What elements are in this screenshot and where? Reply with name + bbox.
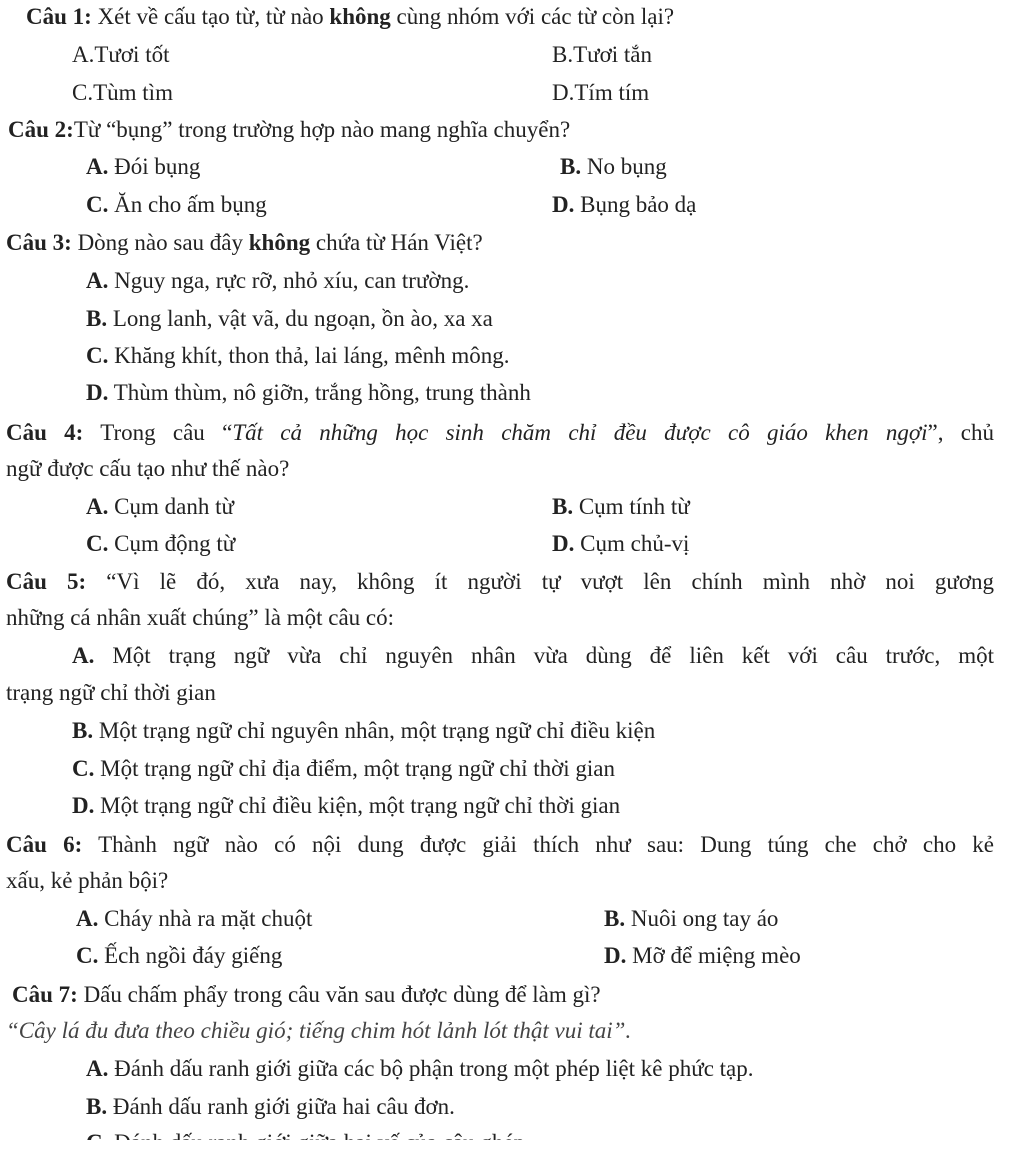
question-6: Câu 6: Thành ngữ nào có nội dung được giải thích như sau: Dung túng che chở cho kẻ bbox=[6, 832, 995, 857]
question-4-cont: ngữ được cấu tạo như thế nào? bbox=[6, 456, 290, 481]
option-1b: B.Tươi tắn bbox=[552, 42, 653, 67]
crop-edge bbox=[0, 1140, 1024, 1156]
option-2c: C. Ăn cho ấm bụng bbox=[86, 192, 267, 217]
question-5: Câu 5: “Vì lẽ đó, xưa nay, không ít người tự vượt lên chính mình nhờ noi gương bbox=[6, 569, 995, 594]
question-1: Câu 1: Xét về cấu tạo từ, từ nào không cùng nhóm với các từ còn lại? bbox=[26, 4, 675, 29]
option-5d: D. Một trạng ngữ chỉ điều kiện, một trạng ngữ chỉ thời gian bbox=[72, 793, 621, 818]
question-5-cont: những cá nhân xuất chúng” là một câu có: bbox=[6, 605, 395, 630]
option-2b: B. No bụng bbox=[560, 154, 667, 179]
option-7b: B. Đánh dấu ranh giới giữa hai câu đơn. bbox=[86, 1094, 455, 1119]
question-label: Câu 2: bbox=[8, 117, 74, 142]
option-3c: C. Khăng khít, thon thả, lai láng, mênh mông. bbox=[86, 343, 510, 368]
option-4a: A. Cụm danh từ bbox=[86, 494, 234, 519]
option-1c: C.Tùm tìm bbox=[72, 80, 173, 105]
question-label: Câu 6: bbox=[6, 832, 83, 857]
question-4: Câu 4: Trong câu “Tất cả những học sinh chăm chỉ đều được cô giáo khen ngợi”, chủ bbox=[6, 420, 994, 445]
option-2d: D. Bụng bảo dạ bbox=[552, 192, 697, 217]
question-label: Câu 3: bbox=[6, 230, 72, 255]
option-6c: C. Ếch ngồi đáy giếng bbox=[76, 943, 283, 968]
option-5b: B. Một trạng ngữ chỉ nguyên nhân, một trạng ngữ chỉ điều kiện bbox=[72, 718, 656, 743]
option-6b: B. Nuôi ong tay áo bbox=[604, 906, 779, 931]
question-7-quote: “Cây lá đu đưa theo chiều gió; tiếng chim hót lảnh lót thật vui tai”. bbox=[6, 1018, 632, 1043]
option-7a: A. Đánh dấu ranh giới giữa các bộ phận trong một phép liệt kê phức tạp. bbox=[86, 1056, 754, 1081]
option-4c: C. Cụm động từ bbox=[86, 531, 236, 556]
option-2a: A. Đói bụng bbox=[86, 154, 201, 179]
option-6a: A. Cháy nhà ra mặt chuột bbox=[76, 906, 313, 931]
option-5a-cont: trạng ngữ chỉ thời gian bbox=[6, 680, 216, 705]
option-1a: A.Tươi tốt bbox=[72, 42, 170, 67]
question-label: Câu 7: bbox=[12, 982, 78, 1007]
option-4d: D. Cụm chủ-vị bbox=[552, 531, 690, 556]
option-5c: C. Một trạng ngữ chỉ địa điểm, một trạng ngữ chỉ thời gian bbox=[72, 756, 616, 781]
question-label: Câu 4: bbox=[6, 420, 84, 445]
question-2: Câu 2:Từ “bụng” trong trường hợp nào mang nghĩa chuyển? bbox=[8, 117, 571, 142]
option-4b: B. Cụm tính từ bbox=[552, 494, 690, 519]
option-6d: D. Mỡ để miệng mèo bbox=[604, 943, 801, 968]
question-label: Câu 5: bbox=[6, 569, 87, 594]
option-3d: D. Thùm thùm, nô giỡn, trắng hồng, trung thành bbox=[86, 380, 531, 405]
option-1d: D.Tím tím bbox=[552, 80, 650, 105]
option-3a: A. Nguy nga, rực rỡ, nhỏ xíu, can trường. bbox=[86, 268, 470, 293]
question-6-cont: xấu, kẻ phản bội? bbox=[6, 868, 169, 893]
question-label: Câu 1: bbox=[26, 4, 92, 29]
question-7: Câu 7: Dấu chấm phẩy trong câu văn sau được dùng để làm gì? bbox=[12, 982, 601, 1007]
question-3: Câu 3: Dòng nào sau đây không chứa từ Hán Việt? bbox=[6, 230, 483, 255]
option-3b: B. Long lanh, vật vã, du ngoạn, ồn ào, xa xa bbox=[86, 306, 493, 331]
option-5a: A. Một trạng ngữ vừa chỉ nguyên nhân vừa dùng để liên kết với câu trước, một bbox=[72, 643, 994, 668]
